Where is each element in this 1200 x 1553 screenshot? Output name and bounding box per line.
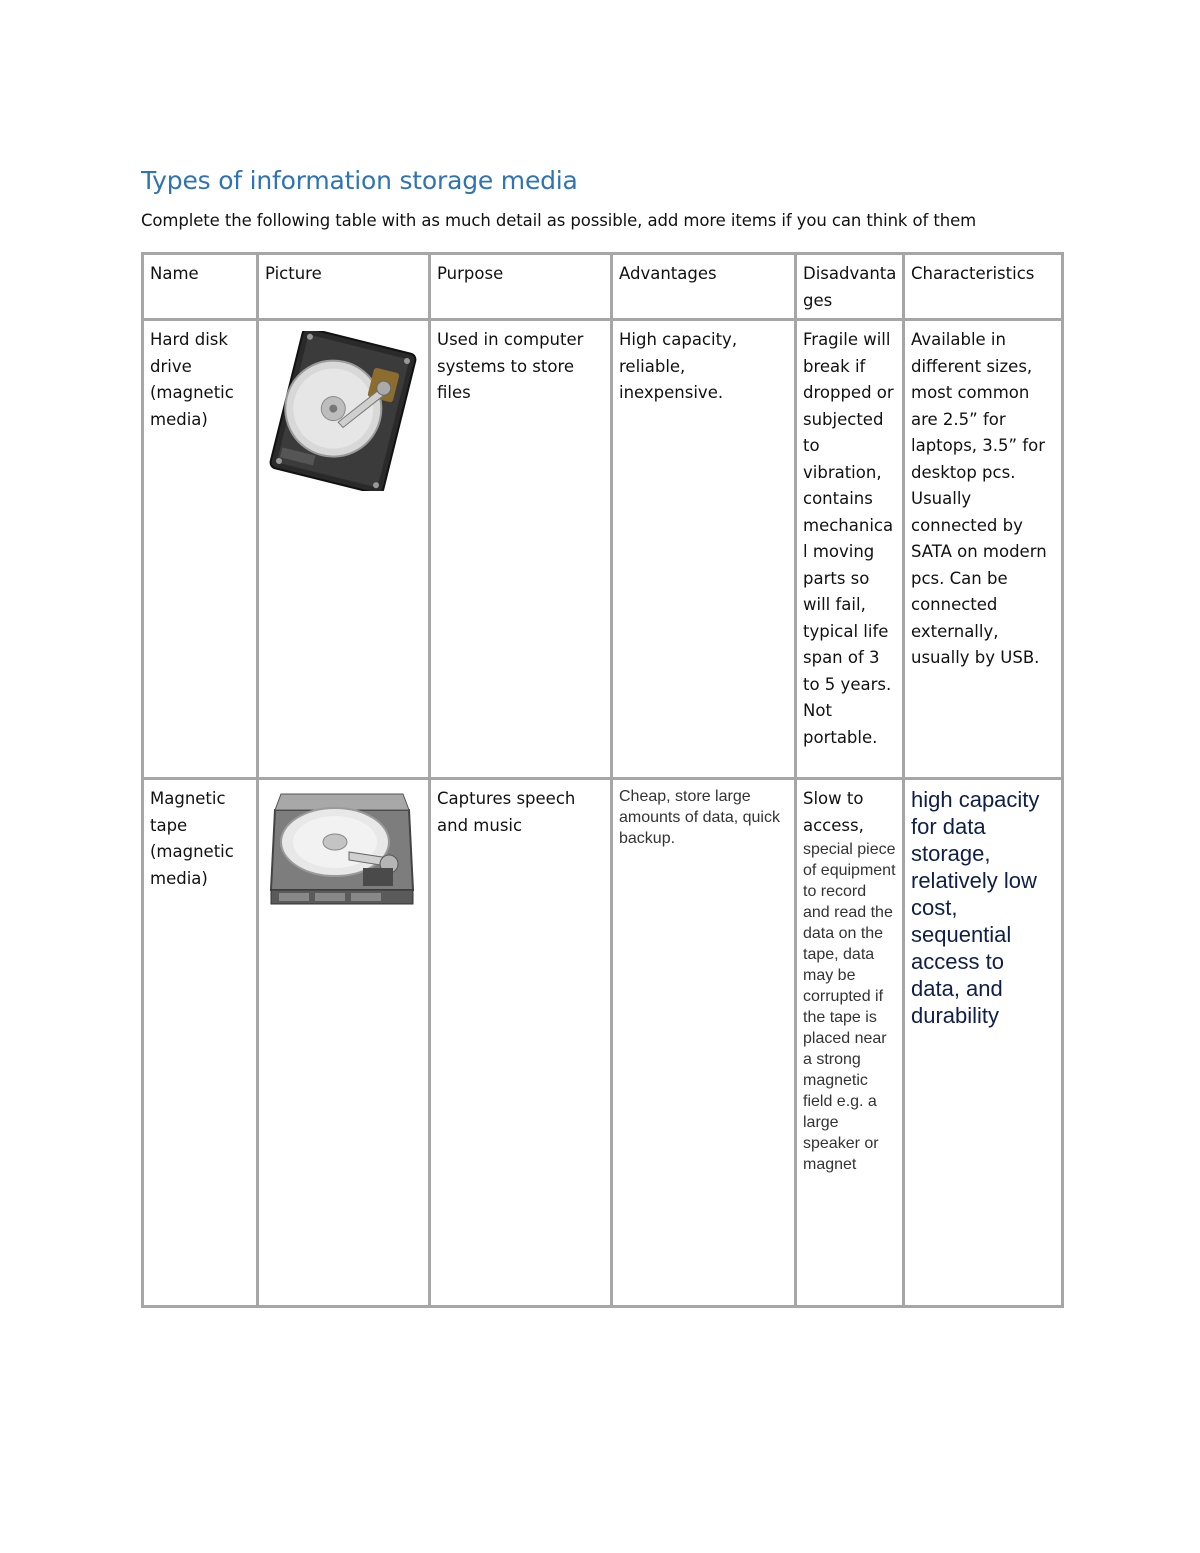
row2-disadvantages-rest: special piece of equipment to record and read the data on the tape, data may be corrupted if the tape is placed near a strong magnetic field e.g. a large speaker or magnet bbox=[803, 841, 896, 1173]
header-characteristics: Characteristics bbox=[904, 254, 1063, 320]
row2-purpose: Captures speech and music bbox=[430, 779, 612, 1307]
row1-name: Hard disk drive (magnetic media) bbox=[143, 320, 258, 779]
header-purpose: Purpose bbox=[430, 254, 612, 320]
table-header-row bbox=[143, 254, 1063, 320]
header-disadvantages: Disadvantages bbox=[796, 254, 904, 320]
header-name: Name bbox=[143, 254, 258, 320]
row1-picture-cell bbox=[258, 320, 430, 779]
header-picture: Picture bbox=[258, 254, 430, 320]
table-row bbox=[143, 320, 1063, 779]
row1-advantages: High capacity, reliable, inexpensive. bbox=[612, 320, 796, 779]
row2-name: Magnetic tape (magnetic media) bbox=[143, 779, 258, 1307]
open-hard-drive-image bbox=[267, 790, 417, 908]
row2-picture-cell bbox=[258, 779, 430, 1307]
row1-characteristics: Available in different sizes, most common are 2.5” for laptops, 3.5” for desktop pcs. Usually connected by SATA on modern pcs. Can be connected externally, usually by USB. bbox=[904, 320, 1063, 779]
table-row bbox=[143, 779, 1063, 1307]
page-title: Types of information storage media bbox=[141, 166, 578, 195]
hard-disk-drive-image bbox=[267, 331, 419, 491]
header-advantages: Advantages bbox=[612, 254, 796, 320]
row2-disadvantages-cell bbox=[796, 779, 904, 1307]
row1-purpose: Used in computer systems to store files bbox=[430, 320, 612, 779]
row2-characteristics: high capacity for data storage, relatively low cost, sequential access to data, and durability bbox=[904, 779, 1063, 1307]
row2-advantages: Cheap, store large amounts of data, quick backup. bbox=[612, 779, 796, 1307]
storage-media-table bbox=[141, 252, 1064, 1308]
row1-disadvantages: Fragile will break if dropped or subjected to vibration, contains mechanical moving parts so will fail, typical life span of 3 to 5 years. Not portable. bbox=[796, 320, 904, 779]
instructions-text: Complete the following table with as much detail as possible, add more items if you can think of them bbox=[141, 211, 977, 230]
row2-disadvantages-lead: Slow to access, bbox=[803, 789, 864, 835]
